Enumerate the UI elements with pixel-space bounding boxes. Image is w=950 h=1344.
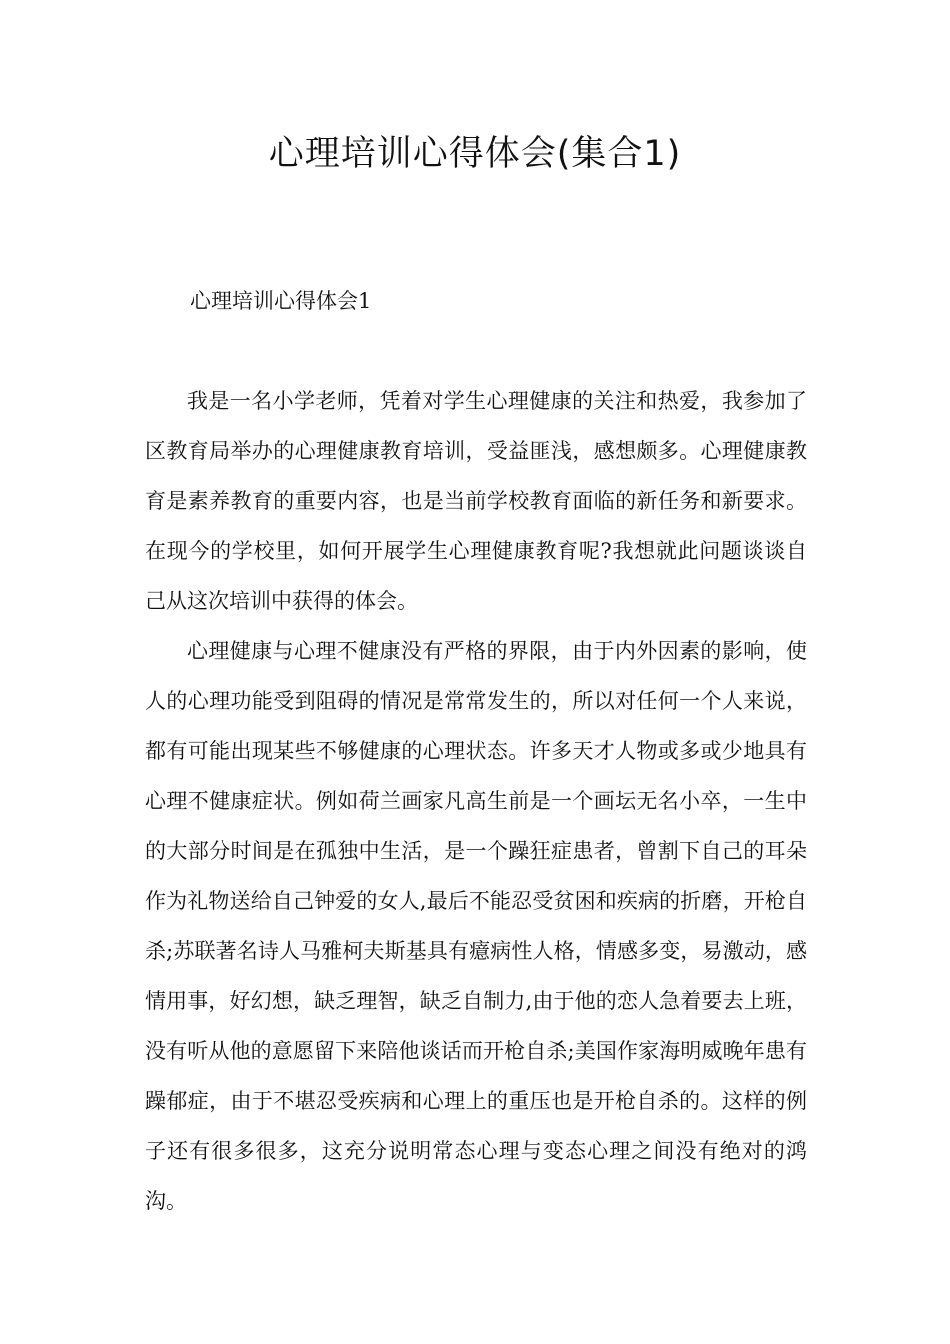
section-heading: 心理培训心得体会1: [190, 289, 372, 313]
document-title: 心理培训心得体会(集合1): [268, 134, 682, 174]
paragraph-2: 心理健康与心理不健康没有严格的界限，由于内外因素的影响，使人的心理功能受到阻碍的情况是常常发生的，所以对任何一个人来说，都有可能出现某些不够健康的心理状态。许多天才人物或多或少地具有心理不健康症状。例如荷兰画家凡高生前是一个画坛无名小卒，一生中的大部分时间是在孤独中生活，是一个躁狂症患者，曾割下自己的耳朵作为礼物送给自己钟爱的女人,最后不能忍受贫困和疾病的折磨，开枪自杀;苏联著名诗人马雅柯夫斯基具有癔病性人格，情感多变，易激动，感情用事，好幻想，缺乏理智，缺乏自制力,由于他的恋人急着要去上班，没有听从他的意愿留下来陪他谈话而开枪自杀;美国作家海明威晚年患有躁郁症，由于不堪忍受疾病和心理上的重压也是开枪自杀的。这样的例子还有很多很多，这充分说明常态心理与变态心理之间没有绝对的鸿沟。: [145, 639, 807, 1213]
paragraph-1: 我是一名小学老师，凭着对学生心理健康的关注和热爱，我参加了区教育局举办的心理健康教育培训，受益匪浅，感想颇多。心理健康教育是素养教育的重要内容，也是当前学校教育面临的新任务和新要求。在现今的学校里，如何开展学生心理健康教育呢?我想就此问题谈谈自己从这次培训中获得的体会。: [145, 389, 807, 613]
document-body: [145, 376, 807, 1226]
